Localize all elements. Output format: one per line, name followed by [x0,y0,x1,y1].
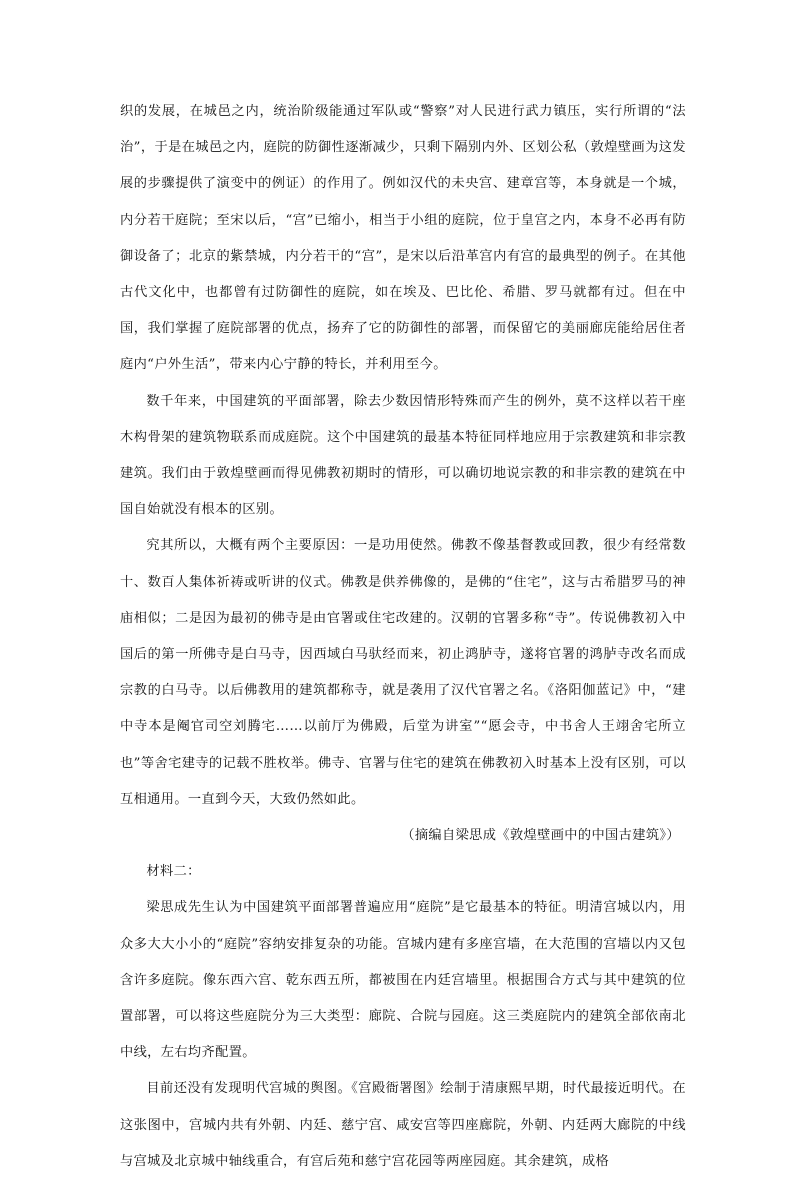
document-body [120,94,686,1180]
paragraph-1: 织的发展，在城邑之内，统治阶级能通过军队或“警察”对人民进行武力镇压，实行所谓的“法治”，于是在城邑之内，庭院的防御性逐渐减少，只剩下隔别内外、区划公私（敦煌壁画为这发展的步骤提供了演变中的例证）的作用了。例如汉代的未央宫、建章宫等，本身就是一个城，内分若干庭院；至宋以后，“宫”已缩小，相当于小组的庭院，位于皇宫之内，本身不必再有防御设备了；北京的紫禁城，内分若干的“宫”，是宋以后沿革宫内有宫的最典型的例子。在其他古代文化中，也都曾有过防御性的庭院，如在埃及、巴比伦、希腊、罗马就都有过。但在中国，我们掌握了庭院部署的优点，扬弃了它的防御性的部署，而保留它的美丽廊庑能给居住者庭内“户外生活”，带来内心宁静的特长，并利用至今。 [120,104,686,373]
paragraph-2: 数千年来，中国建筑的平面部署，除去少数因情形特殊而产生的例外，莫不这样以若干座木构骨架的建筑物联系而成庭院。这个中国建筑的最基本特征同样地应用于宗教建筑和非宗教建筑。我们由于敦煌壁画而得见佛教初期时的情形，可以确切地说宗教的和非宗教的建筑在中国自始就没有根本的区别。 [120,393,686,518]
paragraph-3: 究其所以，大概有两个主要原因：一是功用使然。佛教不像基督教或回教，很少有经常数十、数百人集体祈祷或听讲的仪式。佛教是供养佛像的，是佛的“住宅”，这与古希腊罗马的神庙相似；二是因为最初的佛寺是由官署或住宅改建的。汉朝的官署多称“寺”。传说佛教初入中国后的第一所佛寺是白马寺，因西域白马驮经而来，初止鸿胪寺，遂将官署的鸿胪寺改名而成宗教的白马寺。以后佛教用的建筑都称寺，就是袭用了汉代官署之名。《洛阳伽蓝记》中，“建中寺本是阉官司空刘腾宅……以前厅为佛殿，后堂为讲室”“愿会寺，中书舍人王翊舍宅所立也”等舍宅建寺的记载不胜枚举。佛寺、官署与住宅的建筑在佛教初入时基本上没有区别，可以互相通用。一直到今天，大致仍然如此。 [120,538,686,807]
paragraph-5: 目前还没有发现明代宫城的舆图。《宫殿衙署图》绘制于清康熙早期，时代最接近明代。在这张图中，宫城内共有外朝、内廷、慈宁宫、咸安宫等四座廊院，外朝、内廷两大廊院的中线与宫城及北京城中轴线重合，有宫后苑和慈宁宫花园等两座园庭。其余建筑，成格 [120,1081,686,1169]
section-heading-material-two: 材料二： [146,864,201,880]
paragraph-4: 梁思成先生认为中国建筑平面部署普遍应用“庭院”是它最基本的特征。明清宫城以内，用众多大大小小的“庭院”容纳安排复杂的功能。宫城内建有多座宫墙，在大范围的宫墙以内又包含许多庭院。像东西六宫、乾东西五所，都被围在内廷宫墙里。根据围合方式与其中建筑的位置部署，可以将这些庭院分为三大类型：廊院、合院与园庭。这三类庭院内的建筑全部依南北中线，左右均齐配置。 [120,900,686,1061]
source-attribution: （摘编自梁思成《敦煌壁画中的中国古建筑》） [401,828,680,844]
